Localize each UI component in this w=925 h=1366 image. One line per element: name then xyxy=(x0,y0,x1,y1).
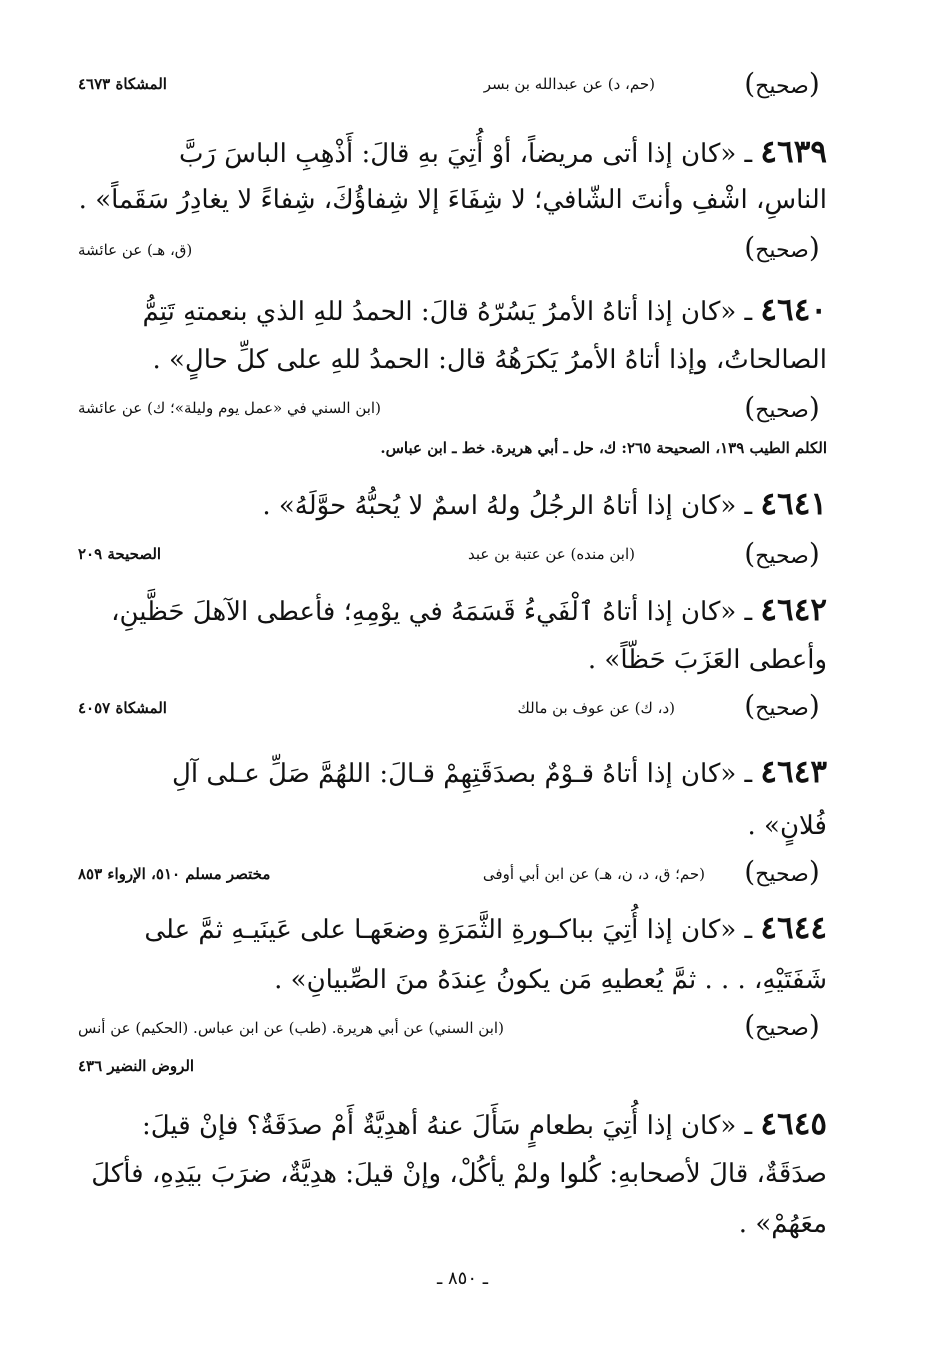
hadith-number: ٤٦٣٩ xyxy=(760,134,827,170)
reference-note: مختصر مسلم ٥١٠، الإرواء ٨٥٣ xyxy=(78,865,271,883)
hadith-4645-line-2: صدَقَةٌ، قالَ لأصحابهِ: كُلوا ولمْ يأكُلْ، وإنْ قيلَ: هدِيَّةٌ، ضرَبَ بيَدِهِ، فأكلَ xyxy=(91,1159,827,1189)
reference-note: الصحيحة ٢٠٩ xyxy=(78,545,162,563)
hadith-number: ٤٦٤٣ xyxy=(760,754,827,790)
hadith-number: ٤٦٤٠ xyxy=(760,292,827,328)
hadith-4642-line-2: وأعطى العَزَبَ حَظّاً» . xyxy=(587,645,827,675)
grade-badge: (صحيح) xyxy=(744,855,820,888)
hadith-4644-line-2: شَفَتَيْهِ، . . . ثمَّ يُعطيهِ مَن يكونُ عِندَهُ منَ الصِّبيانِ» . xyxy=(274,965,827,995)
hadith-4643-line-2: فُلانٍ» . xyxy=(747,811,827,841)
source-attribution: (ابن السني في «عمل يوم وليلة»؛ ك) عن عائشة xyxy=(78,399,381,417)
grade-badge: (صحيح) xyxy=(744,231,820,264)
grade-badge: (صحيح) xyxy=(744,391,820,424)
hadith-4640-line-1: ٤٦٤٠ ـ «كان إذا أتاهُ الأمرُ يَسُرّهُ قالَ: الحمدُ للهِ الذي بنعمتهِ تَتِمُّ xyxy=(142,292,827,328)
hadith-4643-line-1: ٤٦٤٣ ـ «كان إذا أتاهُ قـوْمٌ بصدَقَتِهِمْ قـالَ: اللهُمَّ صَلِّ عـلى آلِ xyxy=(172,754,827,790)
hadith-4645-line-1: ٤٦٤٥ ـ «كان إذا أُتِيَ بطعامٍ سَأَلَ عنهُ أهدِيَّةٌ أَمْ صدَقَةٌ؟ فإنْ قيلَ: xyxy=(141,1106,827,1142)
hadith-number: ٤٦٤٥ xyxy=(760,1106,827,1142)
source-attribution: (حم، د) عن عبدالله بن بسر xyxy=(483,75,655,93)
hadith-4640-line-2: الصالحاتُ، وإذا أتاهُ الأمرُ يَكرَهُهُ قال: الحمدُ للهِ على كلِّ حالٍ» . xyxy=(152,345,827,375)
grade-badge: (صحيح) xyxy=(744,689,820,722)
hadith-4639-line-1: ٤٦٣٩ ـ «كان إذا أتى مريضاً، أوْ أُتِيَ بهِ قالَ: أَذْهِبِ الباسَ رَبَّ xyxy=(178,134,827,170)
reference-note: الكلم الطيب ١٣٩، الصحيحة ٢٦٥: ك، حل ـ أبي هريرة. خط ـ ابن عباس. xyxy=(380,439,827,457)
grade-badge: (صحيح) xyxy=(744,537,820,570)
page-number: ـ ٨٥٠ ـ xyxy=(436,1268,488,1289)
reference-note: المشكاة ٤٦٧٣ xyxy=(78,75,167,93)
hadith-number: ٤٦٤١ xyxy=(760,486,827,522)
hadith-number: ٤٦٤٤ xyxy=(760,910,827,946)
hadith-4645-line-3: معَهُمْ» . xyxy=(738,1209,827,1239)
source-attribution: (ق، هـ) عن عائشة xyxy=(78,241,193,259)
hadith-4641-line-1: ٤٦٤١ ـ «كان إذا أتاهُ الرجُلُ ولهُ اسمٌ لا يُحبُّهُ حوَّلَهُ» . xyxy=(262,486,827,522)
hadith-4639-line-2: الناسِ، اشْفِ وأنتَ الشّافي؛ لا شِفَاءَ إلا شِفاؤُكَ، شِفاءً لا يغادِرُ سَقَماً» . xyxy=(78,185,827,215)
hadith-4642-line-1: ٤٦٤٢ ـ «كان إذا أتاهُ ٱلْفَيءُ قَسَمَهُ في يوْمِهِ؛ فأعطى الآهلَ حَظَّينِ، xyxy=(111,592,827,628)
grade-badge: (صحيح) xyxy=(744,1009,820,1042)
hadith-4644-line-1: ٤٦٤٤ ـ «كان إذا أُتِيَ بباكـورةِ الثَّمَرَةِ وضعَهـا على عَينَيـهِ ثمَّ على xyxy=(144,910,827,946)
grade-badge: (صحيح) xyxy=(744,67,820,100)
source-attribution: (حم؛ ق، د، ن، هـ) عن ابن أبي أوفى xyxy=(482,865,705,883)
source-attribution: (د، ك) عن عوف بن مالك xyxy=(517,699,675,717)
reference-note: الروض النضير ٤٣٦ xyxy=(78,1057,195,1075)
reference-note: المشكاة ٤٠٥٧ xyxy=(78,699,167,717)
hadith-number: ٤٦٤٢ xyxy=(760,592,827,628)
source-attribution: (ابن منده) عن عتبة بن عبد xyxy=(468,545,635,563)
source-attribution: (ابن السني) عن أبي هريرة. (طب) عن ابن عباس. (الحكيم) عن أنس xyxy=(78,1019,504,1037)
